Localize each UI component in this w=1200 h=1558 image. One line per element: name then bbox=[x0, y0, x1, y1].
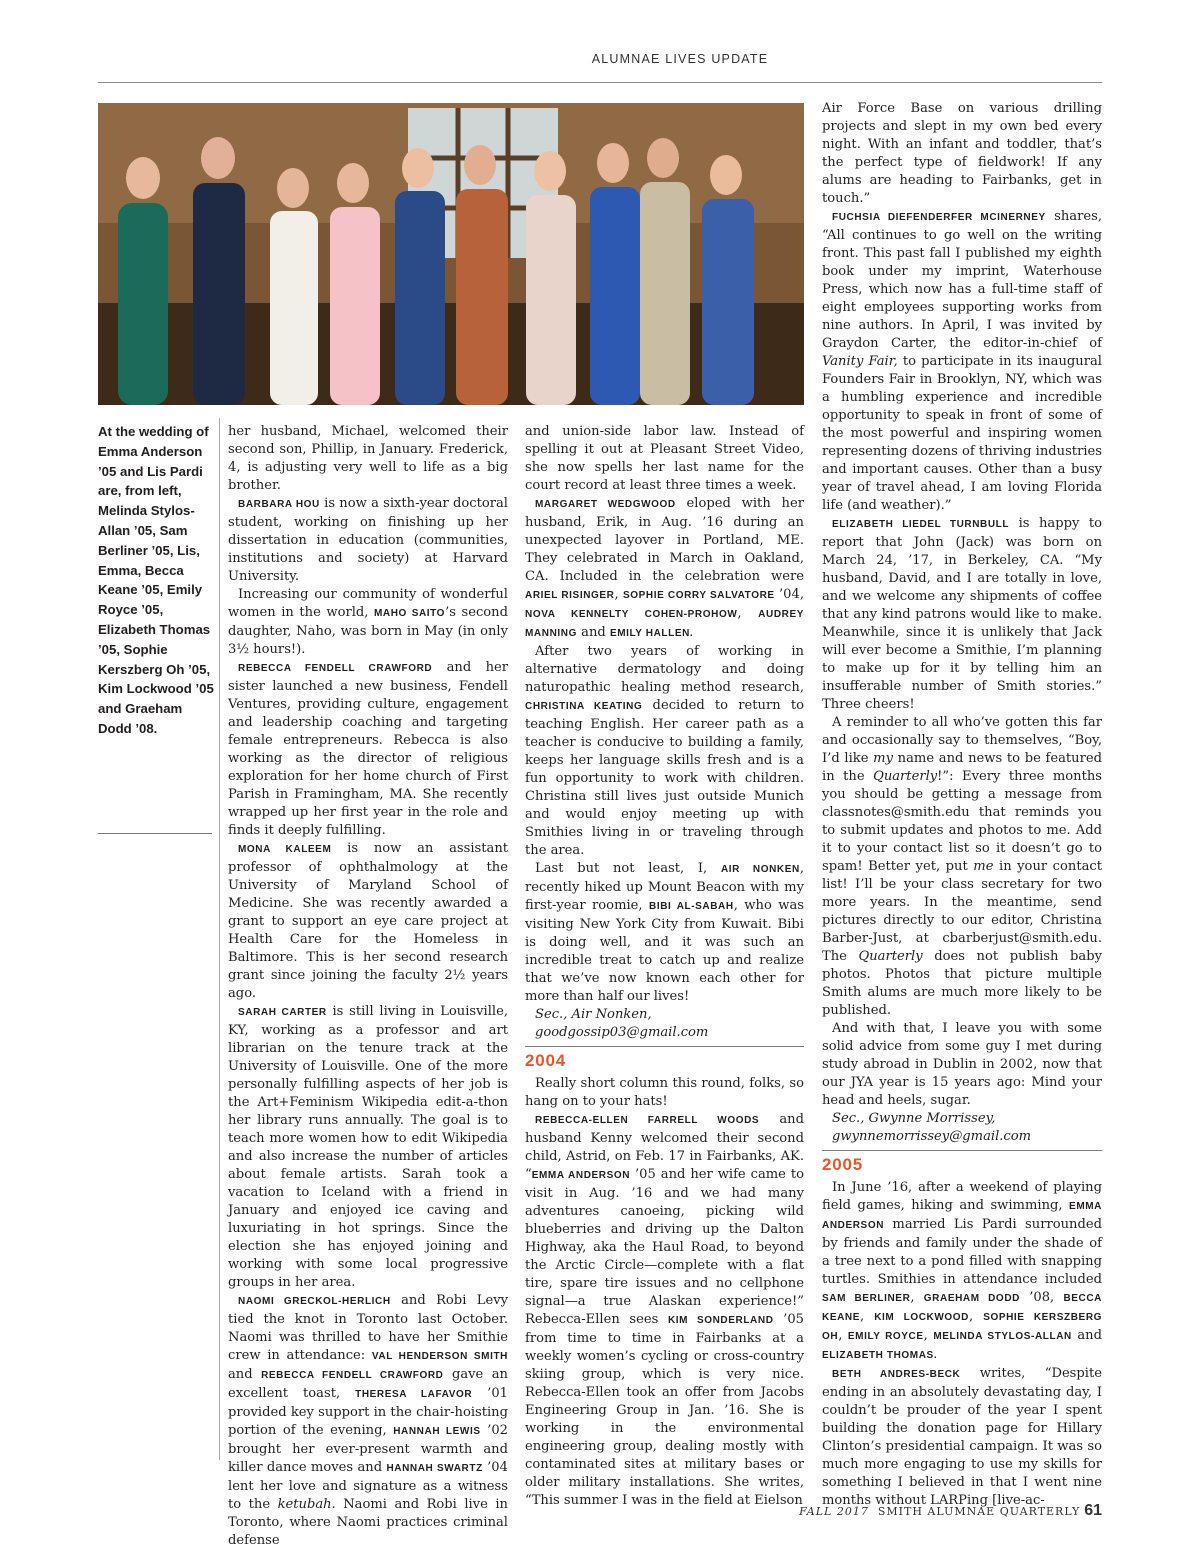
alum-name: NAOMI GRECKOL-HERLICH bbox=[238, 1296, 391, 1307]
paragraph: and union-side labor law. Instead of spelling it out at Pleasant Street Video, she now spells her last name for the court record at least three times a week. bbox=[525, 424, 804, 493]
alum-name: SOPHIE CORRY SALVATORE bbox=[622, 590, 775, 601]
alum-name: EMMA ANDERSON bbox=[531, 1170, 631, 1181]
publication-name: SMITH ALUMNAE QUARTERLY bbox=[877, 1505, 1081, 1518]
paragraph: MONA KALEEM is now an assistant professor of ophthalmology at the University of Maryland School of Medicine. She was recently awarded a grant to support an eye care project at Health Care for the Homeless in Baltimore. This is her second research grant since joining the faculty 2½ years ago. bbox=[228, 841, 509, 1001]
paragraph: A reminder to all who’ve gotten this far and occasionally say to themselves, “Boy, I’d like my name and news to be featured in the Quarterly!”: Every three months you should be getting a message from classnotes@smith.edu that reminds you to submit updates and photos to me. Add it to your contact list so it doesn’t go to spam! Better yet, put me in your contact list! I’ll be your class secretary for two more years. In the meantime, send pictures directly to our editor, Christina Barber-Just, at cbarberjust@smith.edu. The Quarterly does not publish baby photos. Photos that picture multiple Smith alums are much more likely to be published. bbox=[822, 715, 1103, 1018]
secretary-email: goodgossip03@gmail.com bbox=[535, 1025, 709, 1040]
alum-name: NOVA KENNELTY COHEN-PROHOW bbox=[525, 609, 738, 620]
alum-name: SOPHIE KERSZBERG OH bbox=[822, 1312, 1103, 1342]
paragraph: And with that, I leave you with some solid advice from some guy I met during study abroad in Dublin in 2002, now that our JYA year is 15 years ago: Mind your head and heels, sugar. bbox=[822, 1021, 1102, 1108]
alum-name: BETH ANDRES-BECK bbox=[832, 1369, 961, 1380]
page-footer bbox=[700, 1502, 1102, 1520]
secretary-signature: Sec., Gwynne Morrissey, bbox=[832, 1111, 996, 1126]
alum-name: EMMA ANDERSON bbox=[822, 1201, 1102, 1231]
wedding-group-photo bbox=[98, 103, 804, 405]
alum-name: KIM SONDERLAND bbox=[667, 1315, 774, 1326]
alum-name: BARBARA HOU bbox=[238, 499, 320, 510]
page-number: 61 bbox=[1084, 1502, 1102, 1519]
alum-name: MONA KALEEM bbox=[238, 844, 332, 855]
paragraph: Air Force Base on various drilling projects and slept in my own bed every night. With an infant and toddler, that’s the perfect type of fieldwork! If any alums are heading to Fairbanks, get in touch.” bbox=[822, 101, 1102, 206]
alum-name: REBECCA FENDELL CRAWFORD bbox=[238, 663, 433, 674]
alum-name: AUDREY MANNING bbox=[525, 609, 804, 639]
paragraph: BETH ANDRES-BECK writes, “Despite ending in an absolutely devastating day, I couldn’t be prouder of the year I spent building the donation page for Hillary Clinton’s presidential campaign. It was so much more engaging to use my skills for something I believed in that I went nine months without LARPing [live-ac- bbox=[822, 1366, 1102, 1508]
alum-name: BECCA KEANE bbox=[822, 1293, 1102, 1323]
text-column-1 bbox=[228, 423, 508, 1550]
column-divider bbox=[219, 418, 220, 1460]
paragraph: MARGARET WEDGWOOD eloped with her husband, Erik, in Aug. ’16 during an unexpected layover in Portland, ME. They celebrated in March in Oakland, CA. Included in the celebration were ARIEL RISINGER, SOPHIE CORRY SALVATORE ’04, NOVA KENNELTY COHEN-PROHOW, AUDREY MANNING and EMILY HALLEN. bbox=[525, 496, 804, 640]
alum-name: SAM BERLINER bbox=[822, 1293, 911, 1304]
alum-name: AIR NONKEN bbox=[720, 864, 800, 875]
photo-caption: At the wedding of Emma Anderson ’05 and Lis Pardi are, from left, Melinda Stylos-Allan ’05, Sam Berliner ’05, Lis, Emma, Becca Keane ’05, Emily Royce ’05, Elizabeth Thomas ’05, Sophie Kerszberg Oh ’05, Kim Lockwood ’05 and Graeham Dodd ’08. bbox=[98, 424, 214, 736]
alum-name: EMILY ROYCE bbox=[847, 1331, 924, 1342]
alum-name: REBECCA FENDELL CRAWFORD bbox=[261, 1370, 444, 1381]
alum-name: SARAH CARTER bbox=[238, 1007, 327, 1018]
class-year-heading: 2004 bbox=[525, 1046, 804, 1071]
paragraph: Last but not least, I, AIR NONKEN, recently hiked up Mount Beacon with my first-year roomie, BIBI AL-SABAH, who was visiting New York City from Kuwait. Bibi is doing well, and it was such an incredible treat to catch up and realize that we’ve now known each other for more than half our lives! bbox=[525, 861, 804, 1004]
paragraph: FUCHSIA DIEFENDERFER MCINERNEY shares, “All continues to go well on the writing front. This past fall I published my eighth book under my imprint, Waterhouse Press, which now has a full-time staff of eight employees supporting works from nine authors. In April, I was invited by Graydon Carter, the editor-in-chief of Vanity Fair, to participate in its inaugural Founders Fair in Brooklyn, NY, which was a humbling experience and incredible opportunity to speak in front of some of the most powerful and inspiring women representing dozens of thriving industries and important causes. Other than a busy year of travel ahead, I am loving Florida life (and weather).” bbox=[822, 209, 1102, 513]
alum-name: HANNAH LEWIS bbox=[393, 1426, 481, 1437]
secretary-signature: Sec., Air Nonken, bbox=[535, 1007, 652, 1022]
alum-name: MELINDA STYLOS-ALLAN bbox=[933, 1331, 1072, 1342]
alum-name: MARGARET WEDGWOOD bbox=[535, 499, 676, 510]
alum-name: ARIEL RISINGER bbox=[525, 590, 615, 601]
alum-name: VAL HENDERSON SMITH bbox=[371, 1351, 508, 1362]
alum-name: EMILY HALLEN. bbox=[609, 628, 694, 639]
paragraph: BARBARA HOU is now a sixth-year doctoral student, working on finishing up her dissertation in education (communities, institutions and society) at Harvard University. bbox=[228, 496, 508, 584]
paragraph: In June ’16, after a weekend of playing field games, hiking and swimming, EMMA ANDERSON married Lis Pardi surrounded by friends and family under the shade of a tree next to a pond filled with snapping turtles. Smithies in attendance included SAM BERLINER, GRAEHAM DODD ’08, BECCA KEANE, KIM LOCKWOOD, SOPHIE KERSZBERG OH, EMILY ROYCE, MELINDA STYLOS-ALLAN and ELIZABETH THOMAS. bbox=[822, 1180, 1103, 1361]
paragraph: SARAH CARTER is still living in Louisville, KY, working as a professor and art librarian on the tenure track at the University of Louisville. One of the more personally fulfilling aspects of her job is the Art+Feminism Wikipedia edit-a-thon her library runs annually. The goal is to teach more women how to edit Wikipedia and also increase the number of articles about female artists. Sarah took a vacation to Iceland with a friend in January and enjoyed ice caving and luxuriating in hot springs. Since the election she has enjoyed joining and working with some local progressive groups in her area. bbox=[228, 1004, 508, 1290]
paragraph: NAOMI GRECKOL-HERLICH and Robi Levy tied the knot in Toronto last October. Naomi was thrilled to have her Smithie crew in attendance: VAL HENDERSON SMITH and REBECCA FENDELL CRAWFORD gave an excellent toast, THERESA LAFAVOR ’01 provided key support in the chair-hoisting portion of the evening, HANNAH LEWIS ’02 brought her ever-present warmth and killer dance moves and HANNAH SWARTZ ’04 lent her love and signature as a witness to the ketubah. Naomi and Robi live in Toronto, where Naomi practices criminal defense bbox=[228, 1293, 508, 1548]
secretary-email: gwynnemorrissey@gmail.com bbox=[832, 1129, 1032, 1144]
alum-name: BIBI AL-SABAH bbox=[649, 901, 734, 912]
alum-name: ELIZABETH THOMAS. bbox=[822, 1350, 938, 1361]
paragraph: REBECCA FENDELL CRAWFORD and her sister launched a new business, Fendell Ventures, providing culture, engagement and leadership coaching and targeting female entrepreneurs. Rebecca is also working as the director of religious exploration for her home church of First Parish in Framingham, MA. She recently wrapped up her first year in the role and finds it deeply fulfilling. bbox=[228, 660, 509, 838]
paragraph: Really short column this round, folks, so hang on to your hats! bbox=[525, 1076, 804, 1109]
alum-name: ELIZABETH LIEDEL TURNBULL bbox=[832, 519, 1010, 530]
section-header: ALUMNAE LIVES UPDATE bbox=[591, 52, 769, 66]
paragraph: her husband, Michael, welcomed their second son, Phillip, in January. Frederick, 4, is adjusting very well to life as a big brother. bbox=[228, 424, 508, 493]
alum-name: CHRISTINA KEATING bbox=[525, 701, 643, 712]
alum-name: THERESA LAFAVOR bbox=[355, 1389, 473, 1400]
alum-name: HANNAH SWARTZ bbox=[386, 1463, 483, 1474]
paragraph: ELIZABETH LIEDEL TURNBULL is happy to report that John (Jack) was born on March 24, ’17, in Berkeley, CA. “My husband, David, and I are totally in love, and we welcome any shipments of coffee that any kind patrons would like to make. Meanwhile, since it is unlikely that Jack will ever become a Smithie, I’m planning to make up for it by telling him an insufferable number of Smith stories.” Three cheers! bbox=[822, 516, 1102, 712]
class-year-heading: 2005 bbox=[822, 1150, 1102, 1175]
alum-name: REBECCA-ELLEN FARRELL WOODS bbox=[535, 1115, 760, 1126]
caption-divider bbox=[98, 833, 212, 834]
paragraph: Increasing our community of wonderful women in the world, MAHO SAITO’s second daughter, Naho, was born in May (in only 3½ hours!). bbox=[228, 587, 508, 657]
issue-season: FALL 2017 bbox=[799, 1505, 869, 1518]
header-divider bbox=[98, 82, 1102, 83]
alum-name: MAHO SAITO bbox=[373, 608, 446, 619]
text-column-3 bbox=[822, 100, 1102, 1510]
paragraph: After two years of working in alternative dermatology and doing naturopathic healing method research, CHRISTINA KEATING decided to return to teaching English. Her career path as a teacher is conducive to building a family, keeps her language skills fresh and is a fun opportunity to work with children. Christina still lives just outside Munich and would enjoy meeting up with Smithies living in or traveling through the area. bbox=[525, 644, 805, 858]
alum-name: FUCHSIA DIEFENDERFER MCINERNEY bbox=[832, 212, 1046, 223]
alum-name: KIM LOCKWOOD bbox=[874, 1312, 969, 1323]
text-column-2 bbox=[525, 423, 804, 1510]
paragraph: REBECCA-ELLEN FARRELL WOODS and husband Kenny welcomed their second child, Astrid, on Feb. 17 in Fairbanks, AK. “EMMA ANDERSON ’05 and her wife came to visit in Aug. ’16 and we had many adventures canoeing, picking wild blueberries and driving up the Dalton Highway, aka the Haul Road, to beyond the Arctic Circle—complete with a flat tire, spare tire issues and no cellphone signal—a true Alaskan experience!” Rebecca-Ellen sees KIM SONDERLAND ’05 from time to time in Fairbanks at a weekly women’s cycling or cross-country skiing group, which is very nice. Rebecca-Ellen took an offer from Jacobs Engineering Group in Jan. ’16. She is working in the environmental engineering group, dealing mostly with contaminated sites at military bases or older military installations. She writes, “This summer I was in the field at Eielson bbox=[525, 1112, 804, 1508]
alum-name: GRAEHAM DODD bbox=[923, 1293, 1020, 1304]
